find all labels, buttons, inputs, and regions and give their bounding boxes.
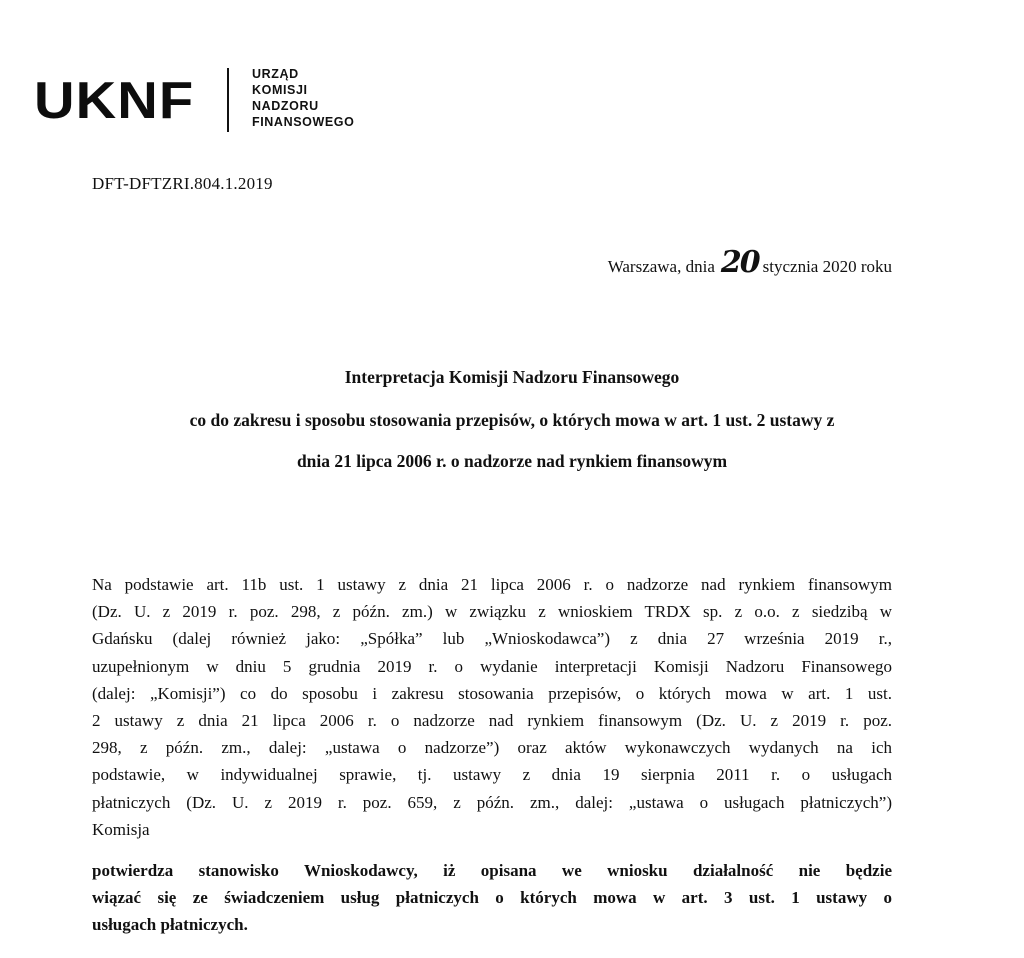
body-line: Na podstawie art. 11b ust. 1 ustawy z dnia 21 lipca 2006 r. o nadzorze nad rynkiem finansowym	[92, 575, 892, 594]
logo-line: URZĄD	[252, 67, 299, 81]
date-prefix: Warszawa, dnia	[607, 257, 715, 276]
decision-line: usługach płatniczych.	[92, 915, 248, 935]
logo-line: NADZORU	[252, 99, 319, 113]
document-title: Interpretacja Komisji Nadzoru Finansowego	[344, 367, 680, 387]
logo-line: FINANSOWEGO	[252, 115, 355, 129]
decision-line: wiązać się ze świadczeniem usług płatniczych o których mowa w art. 3 ust. 1 ustawy o	[92, 888, 892, 908]
body-line: uzupełnionym w dniu 5 grudnia 2019 r. o wydanie interpretacji Komisji Nadzoru Finansowego	[92, 656, 892, 676]
document-subtitle-line-2: dnia 21 lipca 2006 r. o nadzorze nad rynkiem finansowym	[296, 451, 728, 471]
logo-mark: UKNF	[34, 72, 195, 130]
logo-divider	[227, 68, 229, 132]
body-line: Gdańsku (dalej również jako: „Spółka” lub „Wnioskodawca”) z dnia 27 września 2019 r.,	[92, 629, 892, 649]
reference-number: DFT-DFTZRI.804.1.2019	[92, 174, 273, 193]
logo-wordmark	[252, 66, 354, 130]
decision-line: potwierdza stanowisko Wnioskodawcy, iż opisana we wniosku działalność nie będzie	[92, 861, 892, 880]
decision-paragraph	[92, 857, 892, 939]
logo-line: KOMISJI	[252, 83, 308, 97]
date-line	[607, 245, 892, 280]
body-line: (dalej: „Komisji”) co do sposobu i zakresu stosowania przepisów, o których mowa w art. 1 ust.	[92, 683, 892, 703]
body-line: płatniczych (Dz. U. z 2019 r. poz. 659, z późn. zm., dalej: „ustawa o usługach płatniczych”)	[92, 792, 892, 812]
body-line: (Dz. U. z 2019 r. poz. 298, z późn. zm.) w związku z wnioskiem TRDX sp. z o.o. z siedzibą w	[92, 602, 892, 622]
body-line: 298, z późn. zm., dalej: „ustawa o nadzorze”) oraz aktów wykonawczych wydanych na ich	[92, 738, 892, 758]
uknf-logo	[34, 66, 355, 136]
body-paragraph	[92, 571, 892, 843]
body-line: 2 ustawy z dnia 21 lipca 2006 r. o nadzorze nad rynkiem finansowym (Dz. U. z 2019 r. poz.	[92, 711, 892, 731]
date-suffix: stycznia 2020 roku	[762, 257, 892, 276]
document-subtitle-line-1: co do zakresu i sposobu stosowania przepisów, o których mowa w art. 1 ust. 2 ustawy z	[189, 410, 835, 430]
body-line: podstawie, w indywidualnej sprawie, tj. ustawy z dnia 19 sierpnia 2011 r. o usługach	[92, 765, 892, 785]
body-line: Komisja	[92, 819, 150, 839]
date-day-handwritten: 20	[720, 245, 759, 280]
